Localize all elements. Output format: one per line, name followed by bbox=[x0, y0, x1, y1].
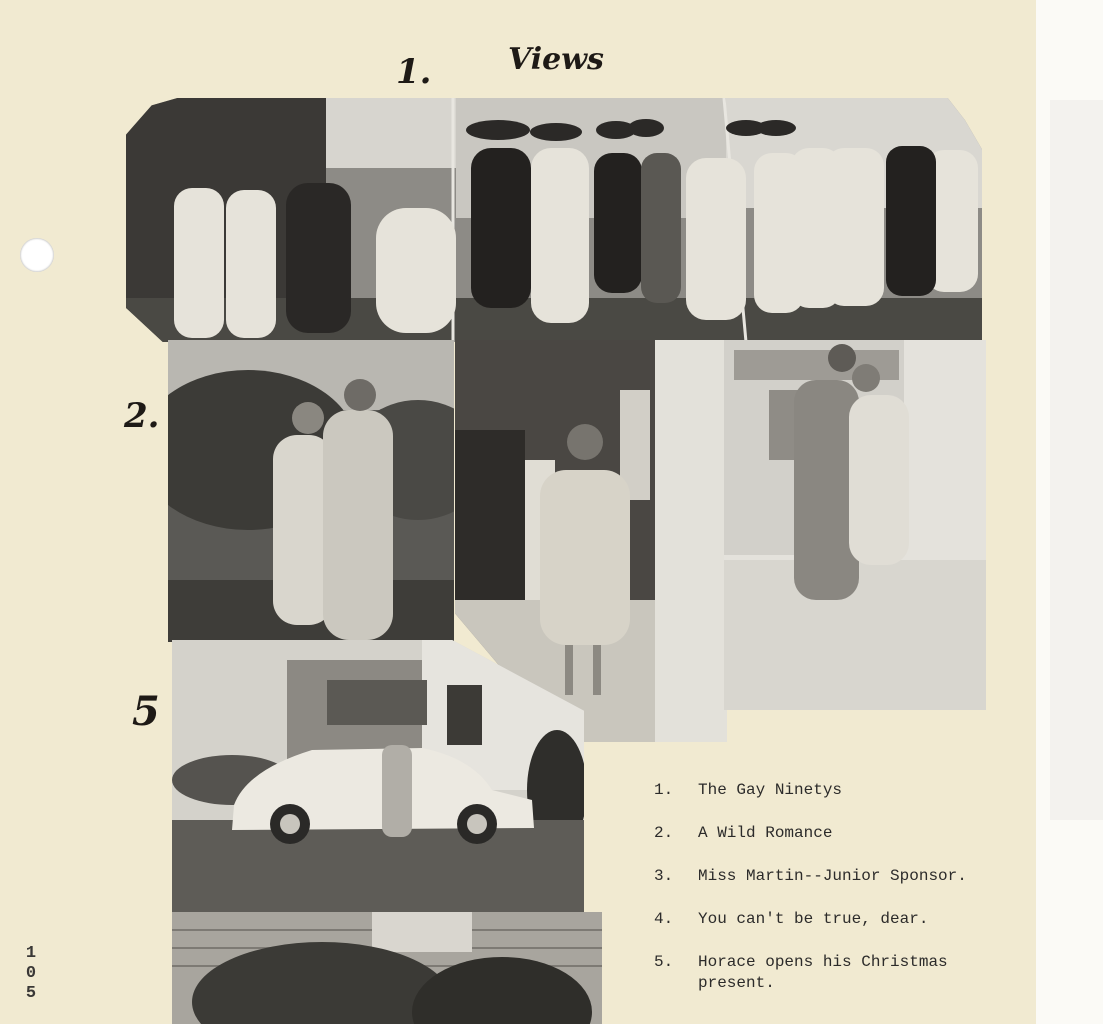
caption-text: Horace opens his Christmas present. bbox=[698, 953, 948, 992]
photo-christmas-present bbox=[172, 640, 584, 912]
caption-item bbox=[654, 909, 1024, 930]
photo-number-2: 2. bbox=[124, 396, 160, 436]
caption-item bbox=[654, 823, 1024, 844]
caption-item bbox=[654, 866, 1024, 887]
photo-partial-bushes bbox=[172, 912, 602, 1024]
caption-text: You can't be true, dear. bbox=[698, 910, 929, 928]
divider-tab bbox=[1050, 100, 1103, 820]
caption-number: 5. bbox=[654, 953, 674, 971]
caption-number: 3. bbox=[654, 867, 674, 885]
photo-number-1: 1. bbox=[396, 52, 432, 92]
caption-number: 1. bbox=[654, 781, 674, 799]
caption-text: The Gay Ninetys bbox=[698, 781, 843, 799]
caption-text: A Wild Romance bbox=[698, 824, 833, 842]
photo-you-cant-be-true bbox=[724, 340, 986, 710]
caption-number: 4. bbox=[654, 910, 674, 928]
photo-wild-romance bbox=[168, 340, 454, 642]
page-number: 105 bbox=[25, 944, 37, 1003]
background-edge bbox=[1036, 0, 1103, 1024]
caption-number: 2. bbox=[654, 824, 674, 842]
page-heading: Views bbox=[508, 42, 604, 77]
caption-item bbox=[654, 952, 1024, 994]
caption-list bbox=[654, 780, 1024, 1016]
binder-hole bbox=[20, 238, 54, 272]
caption-text: Miss Martin--Junior Sponsor. bbox=[698, 867, 967, 885]
photo-number-5: 5 bbox=[132, 688, 160, 735]
caption-item bbox=[654, 780, 1024, 801]
photo-gay-ninetys bbox=[126, 98, 982, 342]
